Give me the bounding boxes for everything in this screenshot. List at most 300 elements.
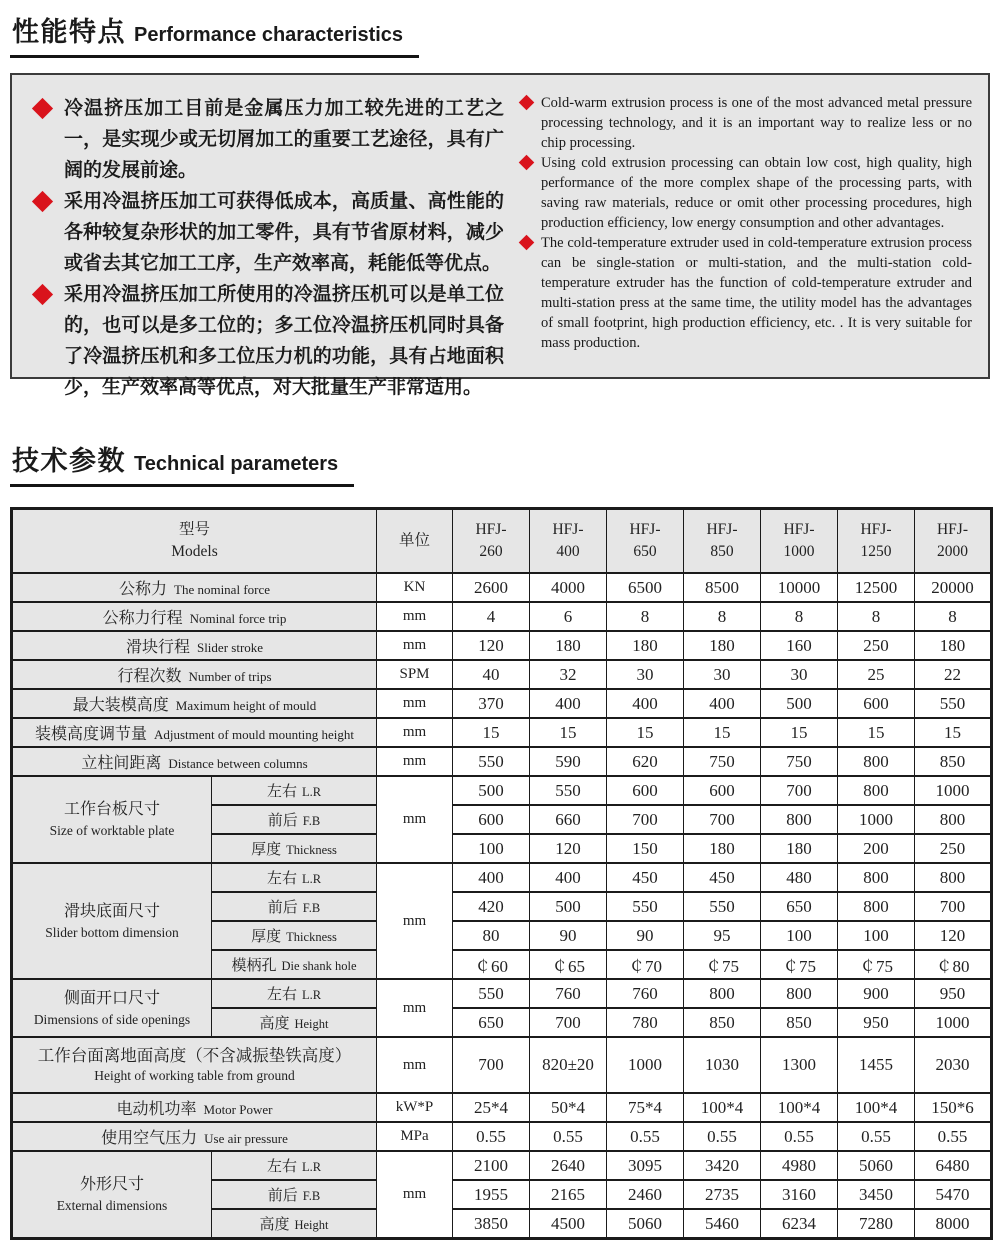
value-cell: 6 bbox=[530, 602, 607, 631]
value-cell: 40 bbox=[453, 660, 530, 689]
sub-label-en: F.B bbox=[302, 814, 321, 828]
param-label-cell bbox=[12, 1037, 377, 1093]
param-label-zh: 工作台面离地面高度（不含减振垫铁高度） bbox=[37, 1046, 352, 1066]
unit-cell: mm bbox=[377, 747, 453, 776]
value-cell: 700 bbox=[684, 805, 761, 834]
param-subrow bbox=[12, 863, 992, 892]
param-label-cell bbox=[12, 631, 377, 660]
value-cell: 0.55 bbox=[530, 1122, 607, 1151]
param-label-en: Maximum height of mould bbox=[175, 698, 317, 713]
feature-text: The cold-temperature extruder used in cold-temperature extrusion process can be single-station or multi-station, and the multi-station cold-temperature extruder has the function of cold-temperature extruder and multi-station press at the same time, the utility model has the advantages of small footprint, high production efficiency, etc. . It is very suitable for mass production. bbox=[541, 235, 972, 351]
value-cell: 1455 bbox=[838, 1037, 915, 1093]
model-name-line1: HFJ- bbox=[936, 520, 968, 538]
param-label-zh: 最大装模高度 bbox=[72, 697, 169, 714]
value-cell: 650 bbox=[761, 892, 838, 921]
model-name-line1: HFJ- bbox=[629, 520, 661, 538]
sub-label-en: Thickness bbox=[286, 843, 337, 857]
value-cell: 180 bbox=[530, 631, 607, 660]
value-cell: 800 bbox=[838, 892, 915, 921]
value-cell: 3450 bbox=[838, 1180, 915, 1209]
sub-label-zh: 高度 bbox=[259, 1016, 290, 1032]
param-row bbox=[12, 660, 992, 689]
unit-cell: mm bbox=[377, 718, 453, 747]
param-label-zh: 滑块行程 bbox=[125, 639, 190, 656]
value-cell: 8 bbox=[761, 602, 838, 631]
model-header-cell bbox=[915, 509, 992, 574]
model-name-line1: HFJ- bbox=[783, 520, 815, 538]
value-cell: 750 bbox=[684, 747, 761, 776]
param-label-cell bbox=[12, 1122, 377, 1151]
value-cell: 800 bbox=[915, 863, 992, 892]
value-cell: 8 bbox=[607, 602, 684, 631]
value-cell: 2735 bbox=[684, 1180, 761, 1209]
technical-parameters-table bbox=[10, 507, 993, 1240]
param-label-cell bbox=[12, 602, 377, 631]
model-name-line2: 1000 bbox=[783, 543, 815, 560]
value-cell: 180 bbox=[684, 631, 761, 660]
value-cell: 800 bbox=[838, 863, 915, 892]
value-cell: 0.55 bbox=[838, 1122, 915, 1151]
diamond-bullet-icon bbox=[32, 191, 53, 212]
param-label-zh: 立柱间距离 bbox=[81, 755, 162, 772]
value-cell: 95 bbox=[684, 921, 761, 950]
sub-label-cell bbox=[212, 950, 377, 979]
sub-label-cell bbox=[212, 834, 377, 863]
value-cell: 6480 bbox=[915, 1151, 992, 1180]
unit-cell: mm bbox=[377, 631, 453, 660]
sub-label-cell bbox=[212, 1151, 377, 1180]
value-cell: 700 bbox=[607, 805, 684, 834]
value-cell: 780 bbox=[607, 1008, 684, 1037]
value-cell: 400 bbox=[530, 689, 607, 718]
performance-section-header bbox=[10, 10, 1000, 58]
value-cell: 3420 bbox=[684, 1151, 761, 1180]
value-cell: 600 bbox=[453, 805, 530, 834]
value-cell: 400 bbox=[530, 863, 607, 892]
value-cell: 550 bbox=[453, 979, 530, 1008]
value-cell: 500 bbox=[453, 776, 530, 805]
model-name-line2: 260 bbox=[479, 543, 503, 560]
value-cell: 15 bbox=[761, 718, 838, 747]
value-cell: 4980 bbox=[761, 1151, 838, 1180]
model-name-line1: HFJ- bbox=[475, 520, 507, 538]
table-header-row bbox=[12, 509, 992, 574]
value-cell: ￠80 bbox=[915, 950, 992, 979]
group-label-en: External dimensions bbox=[56, 1198, 168, 1214]
section-title-zh: 性能特点 bbox=[12, 17, 126, 47]
value-cell: 590 bbox=[530, 747, 607, 776]
diamond-bullet-icon bbox=[519, 155, 535, 171]
value-cell: 480 bbox=[761, 863, 838, 892]
param-row bbox=[12, 573, 992, 602]
value-cell: 900 bbox=[838, 979, 915, 1008]
value-cell: 8 bbox=[915, 602, 992, 631]
param-label-cell bbox=[12, 718, 377, 747]
value-cell: 0.55 bbox=[684, 1122, 761, 1151]
unit-cell: SPM bbox=[377, 660, 453, 689]
sub-label-zh: 高度 bbox=[259, 1217, 290, 1233]
value-cell: 500 bbox=[530, 892, 607, 921]
value-cell: 200 bbox=[838, 834, 915, 863]
param-label-cell bbox=[12, 747, 377, 776]
value-cell: 150 bbox=[607, 834, 684, 863]
value-cell: 550 bbox=[684, 892, 761, 921]
param-label-en: The nominal force bbox=[174, 582, 271, 597]
unit-cell: mm bbox=[377, 602, 453, 631]
value-cell: 20000 bbox=[915, 573, 992, 602]
value-cell: 32 bbox=[530, 660, 607, 689]
value-cell: 850 bbox=[915, 747, 992, 776]
model-header-cell bbox=[761, 509, 838, 574]
value-cell: 100*4 bbox=[684, 1093, 761, 1122]
value-cell: 8 bbox=[684, 602, 761, 631]
value-cell: 0.55 bbox=[761, 1122, 838, 1151]
value-cell: 25 bbox=[838, 660, 915, 689]
sub-label-zh: 前后 bbox=[267, 900, 298, 916]
value-cell: 800 bbox=[684, 979, 761, 1008]
sub-label-en: Die shank hole bbox=[281, 959, 357, 973]
value-cell: 800 bbox=[838, 747, 915, 776]
value-cell: ￠60 bbox=[453, 950, 530, 979]
value-cell: 700 bbox=[530, 1008, 607, 1037]
feature-text: 冷温挤压加工目前是金属压力加工较先进的工艺之一，是实现少或无切屑加工的重要工艺途径，具有广阔的发展前途。 bbox=[64, 98, 504, 181]
param-label-en: Adjustment of mould mounting height bbox=[153, 727, 355, 742]
sub-label-en: L.R bbox=[301, 988, 322, 1002]
value-cell: 15 bbox=[684, 718, 761, 747]
value-cell: 500 bbox=[761, 689, 838, 718]
value-cell: 760 bbox=[530, 979, 607, 1008]
param-row bbox=[12, 631, 992, 660]
unit-cell: mm bbox=[377, 689, 453, 718]
param-label-en: Slider stroke bbox=[196, 640, 264, 655]
value-cell: 15 bbox=[607, 718, 684, 747]
feature-text: Cold-warm extrusion process is one of the most advanced metal pressure processing technology, and it is an important way to realize less or no chip processing. bbox=[541, 95, 972, 151]
value-cell: 100 bbox=[453, 834, 530, 863]
group-label-cell bbox=[12, 863, 212, 979]
value-cell: 150*6 bbox=[915, 1093, 992, 1122]
param-label-zh: 电动机功率 bbox=[116, 1101, 197, 1118]
param-label-cell bbox=[12, 689, 377, 718]
param-row bbox=[12, 747, 992, 776]
value-cell: 90 bbox=[530, 921, 607, 950]
value-cell: 100*4 bbox=[761, 1093, 838, 1122]
value-cell: 25*4 bbox=[453, 1093, 530, 1122]
model-name-line2: 650 bbox=[633, 543, 657, 560]
value-cell: 5060 bbox=[838, 1151, 915, 1180]
model-name-line2: 2000 bbox=[937, 543, 968, 560]
unit-cell: MPa bbox=[377, 1122, 453, 1151]
sub-label-en: F.B bbox=[302, 901, 321, 915]
value-cell: 600 bbox=[684, 776, 761, 805]
page-title bbox=[10, 10, 419, 58]
param-row bbox=[12, 1122, 992, 1151]
value-cell: 0.55 bbox=[453, 1122, 530, 1151]
value-cell: 8 bbox=[838, 602, 915, 631]
value-cell: 370 bbox=[453, 689, 530, 718]
sub-label-cell bbox=[212, 979, 377, 1008]
value-cell: 600 bbox=[838, 689, 915, 718]
value-cell: ￠70 bbox=[607, 950, 684, 979]
group-label-zh: 滑块底面尺寸 bbox=[63, 902, 160, 920]
value-cell: 800 bbox=[761, 979, 838, 1008]
value-cell: 820±20 bbox=[530, 1037, 607, 1093]
section-title-en: Performance characteristics bbox=[134, 24, 404, 46]
value-cell: 660 bbox=[530, 805, 607, 834]
group-label-cell bbox=[12, 776, 212, 863]
model-name-line2: 850 bbox=[710, 543, 734, 560]
value-cell: 12500 bbox=[838, 573, 915, 602]
feature-item bbox=[520, 153, 972, 233]
feature-item bbox=[32, 93, 504, 186]
model-name-line1: HFJ- bbox=[860, 520, 892, 538]
models-label-en: Models bbox=[171, 543, 218, 560]
value-cell: 22 bbox=[915, 660, 992, 689]
param-label-zh: 使用空气压力 bbox=[101, 1130, 198, 1147]
diamond-bullet-icon bbox=[32, 98, 53, 119]
feature-item bbox=[32, 279, 504, 403]
sub-label-zh: 左右 bbox=[266, 1159, 297, 1175]
value-cell: 8500 bbox=[684, 573, 761, 602]
value-cell: 5470 bbox=[915, 1180, 992, 1209]
features-chinese-column bbox=[32, 93, 504, 398]
sub-label-cell bbox=[212, 805, 377, 834]
param-label-en: Motor Power bbox=[203, 1102, 273, 1117]
value-cell: 550 bbox=[607, 892, 684, 921]
value-cell: 8000 bbox=[915, 1209, 992, 1239]
feature-item bbox=[520, 93, 972, 153]
group-label-cell bbox=[12, 1151, 212, 1239]
value-cell: 5460 bbox=[684, 1209, 761, 1239]
value-cell: 1000 bbox=[838, 805, 915, 834]
model-header-cell bbox=[607, 509, 684, 574]
param-label-en: Height of working table from ground bbox=[94, 1068, 295, 1084]
value-cell: 2600 bbox=[453, 573, 530, 602]
value-cell: 15 bbox=[915, 718, 992, 747]
models-header-cell bbox=[12, 509, 377, 574]
value-cell: 550 bbox=[915, 689, 992, 718]
value-cell: 120 bbox=[453, 631, 530, 660]
value-cell: 1955 bbox=[453, 1180, 530, 1209]
feature-text: 采用冷温挤压加工所使用的冷温挤压机可以是单工位的，也可以是多工位的；多工位冷温挤压机同时具备了冷温挤压机和多工位压力机的功能，具有占地面积少，生产效率高等优点，对大批量生产非常适用。 bbox=[64, 284, 504, 398]
sub-label-cell bbox=[212, 1209, 377, 1239]
value-cell: 160 bbox=[761, 631, 838, 660]
value-cell: 800 bbox=[838, 776, 915, 805]
group-label-zh: 侧面开口尺寸 bbox=[63, 989, 160, 1007]
value-cell: 15 bbox=[838, 718, 915, 747]
param-label-en: Use air pressure bbox=[204, 1131, 288, 1146]
value-cell: 400 bbox=[684, 689, 761, 718]
value-cell: 90 bbox=[607, 921, 684, 950]
value-cell: 80 bbox=[453, 921, 530, 950]
value-cell: 250 bbox=[915, 834, 992, 863]
value-cell: 3095 bbox=[607, 1151, 684, 1180]
group-label-cell bbox=[12, 979, 212, 1037]
group-label-en: Dimensions of side openings bbox=[33, 1011, 191, 1027]
sub-label-en: Thickness bbox=[286, 930, 337, 944]
value-cell: 800 bbox=[915, 805, 992, 834]
sub-label-en: F.B bbox=[302, 1189, 321, 1203]
value-cell: 1000 bbox=[915, 776, 992, 805]
feature-item bbox=[520, 233, 972, 353]
value-cell: 420 bbox=[453, 892, 530, 921]
value-cell: 450 bbox=[684, 863, 761, 892]
group-label-zh: 工作台板尺寸 bbox=[63, 801, 160, 819]
group-label-en: Slider bottom dimension bbox=[45, 924, 179, 940]
value-cell: 450 bbox=[607, 863, 684, 892]
value-cell: 250 bbox=[838, 631, 915, 660]
value-cell: 30 bbox=[761, 660, 838, 689]
unit-cell: mm bbox=[377, 863, 453, 979]
param-label-zh: 装模高度调节量 bbox=[34, 726, 147, 743]
sub-label-zh: 模柄孔 bbox=[231, 958, 277, 974]
value-cell: 950 bbox=[915, 979, 992, 1008]
value-cell: 850 bbox=[684, 1008, 761, 1037]
sub-label-zh: 前后 bbox=[267, 1188, 298, 1204]
value-cell: 760 bbox=[607, 979, 684, 1008]
value-cell: 2100 bbox=[453, 1151, 530, 1180]
sub-label-en: Height bbox=[294, 1218, 329, 1232]
value-cell: 6500 bbox=[607, 573, 684, 602]
sub-label-cell bbox=[212, 1180, 377, 1209]
param-label-zh: 行程次数 bbox=[117, 668, 182, 685]
model-name-line1: HFJ- bbox=[706, 520, 738, 538]
section-title-technical bbox=[10, 439, 354, 487]
sub-label-zh: 厚度 bbox=[251, 929, 282, 945]
performance-feature-box bbox=[10, 73, 990, 398]
value-cell: 2165 bbox=[530, 1180, 607, 1209]
param-label-zh: 公称力 bbox=[118, 581, 167, 598]
value-cell: 400 bbox=[453, 863, 530, 892]
value-cell: ￠65 bbox=[530, 950, 607, 979]
sub-label-en: Height bbox=[294, 1017, 329, 1031]
value-cell: 400 bbox=[607, 689, 684, 718]
param-row bbox=[12, 602, 992, 631]
value-cell: 700 bbox=[915, 892, 992, 921]
value-cell: 1030 bbox=[684, 1037, 761, 1093]
unit-cell: mm bbox=[377, 1037, 453, 1093]
value-cell: 30 bbox=[684, 660, 761, 689]
value-cell: 120 bbox=[530, 834, 607, 863]
value-cell: 75*4 bbox=[607, 1093, 684, 1122]
features-english-column bbox=[520, 93, 972, 365]
param-label-cell bbox=[12, 1093, 377, 1122]
unit-header-cell: 单位 bbox=[377, 509, 453, 574]
sub-label-cell bbox=[212, 863, 377, 892]
value-cell: 2640 bbox=[530, 1151, 607, 1180]
value-cell: 180 bbox=[915, 631, 992, 660]
sub-label-cell bbox=[212, 776, 377, 805]
feature-text: Using cold extrusion processing can obtain low cost, high quality, high performance of the more complex shape of the processing parts, with saving raw materials, reduce or omit other processing procedures, high production efficiency, low energy consumption and other advantages. bbox=[541, 155, 972, 231]
group-label-zh: 外形尺寸 bbox=[79, 1176, 144, 1194]
value-cell: 620 bbox=[607, 747, 684, 776]
diamond-bullet-icon bbox=[519, 235, 535, 251]
value-cell: 550 bbox=[530, 776, 607, 805]
model-header-cell bbox=[453, 509, 530, 574]
value-cell: 700 bbox=[761, 776, 838, 805]
value-cell: 2460 bbox=[607, 1180, 684, 1209]
value-cell: 180 bbox=[684, 834, 761, 863]
technical-section-header bbox=[10, 439, 1000, 487]
value-cell: ￠75 bbox=[684, 950, 761, 979]
sub-label-cell bbox=[212, 921, 377, 950]
value-cell: 3160 bbox=[761, 1180, 838, 1209]
value-cell: 1300 bbox=[761, 1037, 838, 1093]
param-label-zh: 公称力行程 bbox=[102, 610, 183, 627]
sub-label-zh: 厚度 bbox=[251, 842, 282, 858]
value-cell: 2030 bbox=[915, 1037, 992, 1093]
value-cell: 15 bbox=[453, 718, 530, 747]
value-cell: 950 bbox=[838, 1008, 915, 1037]
value-cell: 750 bbox=[761, 747, 838, 776]
value-cell: 3850 bbox=[453, 1209, 530, 1239]
param-label-cell bbox=[12, 573, 377, 602]
param-label-en: Number of trips bbox=[188, 669, 272, 684]
param-subrow bbox=[12, 979, 992, 1008]
unit-cell: KN bbox=[377, 573, 453, 602]
model-header-cell bbox=[838, 509, 915, 574]
value-cell: 50*4 bbox=[530, 1093, 607, 1122]
value-cell: 700 bbox=[453, 1037, 530, 1093]
value-cell: 7280 bbox=[838, 1209, 915, 1239]
value-cell: 650 bbox=[453, 1008, 530, 1037]
value-cell: 600 bbox=[607, 776, 684, 805]
sub-label-zh: 左右 bbox=[266, 871, 297, 887]
value-cell: 1000 bbox=[607, 1037, 684, 1093]
value-cell: 100 bbox=[838, 921, 915, 950]
model-name-line2: 400 bbox=[556, 543, 580, 560]
group-label-en: Size of worktable plate bbox=[49, 823, 175, 839]
sub-label-zh: 左右 bbox=[266, 987, 297, 1003]
value-cell: 0.55 bbox=[607, 1122, 684, 1151]
sub-label-en: L.R bbox=[301, 785, 322, 799]
model-header-cell bbox=[530, 509, 607, 574]
param-subrow bbox=[12, 1151, 992, 1180]
sub-label-zh: 左右 bbox=[266, 784, 297, 800]
value-cell: 4000 bbox=[530, 573, 607, 602]
diamond-bullet-icon bbox=[32, 284, 53, 305]
value-cell: 180 bbox=[607, 631, 684, 660]
value-cell: ￠75 bbox=[761, 950, 838, 979]
param-label-cell bbox=[12, 660, 377, 689]
value-cell: 1000 bbox=[915, 1008, 992, 1037]
value-cell: 4500 bbox=[530, 1209, 607, 1239]
param-row bbox=[12, 1037, 992, 1093]
value-cell: 120 bbox=[915, 921, 992, 950]
model-name-line2: 1250 bbox=[860, 543, 892, 560]
value-cell: 800 bbox=[761, 805, 838, 834]
value-cell: 550 bbox=[453, 747, 530, 776]
sub-label-cell bbox=[212, 1008, 377, 1037]
value-cell: 5060 bbox=[607, 1209, 684, 1239]
param-label-en: Distance between columns bbox=[168, 756, 308, 771]
section-title-en: Technical parameters bbox=[134, 453, 339, 475]
param-row bbox=[12, 1093, 992, 1122]
value-cell: 180 bbox=[761, 834, 838, 863]
unit-cell: mm bbox=[377, 776, 453, 863]
unit-cell: mm bbox=[377, 1151, 453, 1239]
sub-label-en: L.R bbox=[301, 1160, 322, 1174]
section-title-zh: 技术参数 bbox=[12, 446, 126, 476]
model-name-line1: HFJ- bbox=[552, 520, 584, 538]
value-cell: 6234 bbox=[761, 1209, 838, 1239]
feature-text: 采用冷温挤压加工可获得低成本，高质量、高性能的各种较复杂形状的加工零件，具有节省原材料，减少或省去其它加工工序，生产效率高，耗能低等优点。 bbox=[64, 191, 504, 274]
feature-item bbox=[32, 186, 504, 279]
model-header-cell bbox=[684, 509, 761, 574]
catalog-page bbox=[0, 10, 1000, 1240]
param-row bbox=[12, 689, 992, 718]
value-cell: 4 bbox=[453, 602, 530, 631]
value-cell: 10000 bbox=[761, 573, 838, 602]
